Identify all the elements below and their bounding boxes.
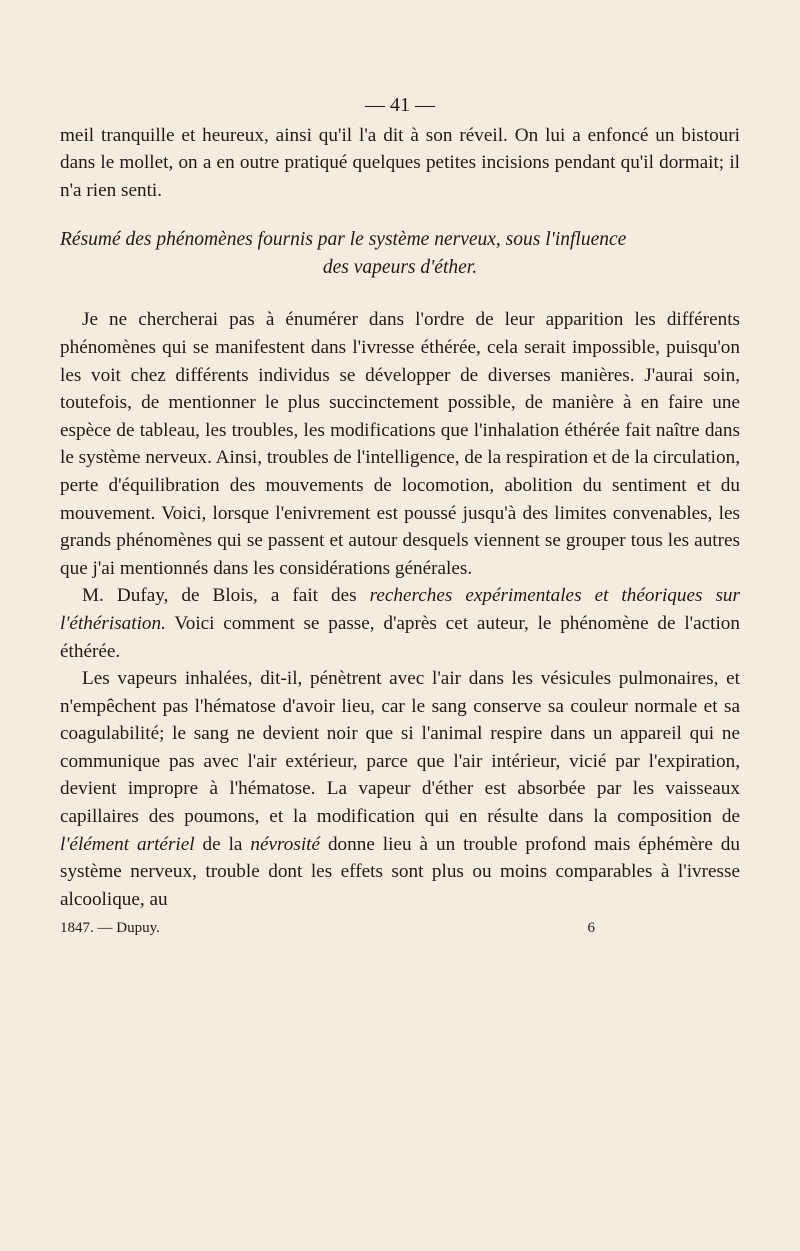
paragraph-3-text-b: de la bbox=[194, 833, 251, 855]
paragraph-1: Je ne chercherai pas à énumérer dans l'ordre de leur apparition les différents phénomènes qui se manifestent dans l'ivresse éthérée, cela serait impossible, puisqu'on les voit chez différents individus se développer de diverses manières. J'aurai soin, toutefois, de mentionner le plus succinctement possible, de manière à en faire une espèce de tableau, les troubles, les modifications que l'inhalation éthérée fait naître dans le système nerveux. Ainsi, troubles de l'intelligence, de la respiration et de la circulation, perte d'équilibration des mouvements de locomotion, abolition du sentiment et du mouvement. Voici, lorsque l'enivrement est poussé jusqu'à des limites convenables, les grands phénomènes qui se passent et autour desquels viennent se grouper tous les autres que j'ai mentionnés dans les considérations générales. bbox=[60, 309, 740, 579]
paragraph-3-text-c: donne lieu à un trouble profond mais éphémère du système nerveux, trouble dont les effets sont plus ou moins comparables à l'ivresse alcoolique, au bbox=[60, 833, 740, 910]
paragraph-3 bbox=[60, 665, 740, 913]
book-page bbox=[60, 92, 740, 943]
sheet-number: 6 bbox=[587, 920, 595, 937]
paragraph-2-work-title: recherches expérimentales et théoriques sur l'éthérisation. bbox=[60, 585, 740, 634]
paragraph-2-text-a: M. Dufay, de Blois, a fait des bbox=[82, 585, 370, 607]
continuation-paragraph: meil tranquille et heureux, ainsi qu'il l'a dit à son réveil. On lui a enfoncé un bistouri dans le mollet, on a en outre pratiqué quelques petites incisions pendant qu'il dormait; il n'a rien senti. bbox=[60, 124, 740, 201]
paragraph-3-term-1: l'élément artériel bbox=[60, 833, 195, 855]
printer-signature: 1847. — Dupuy. bbox=[60, 920, 160, 937]
page-number: — 41 — bbox=[365, 94, 435, 116]
paragraph-2-text-b: Voici comment se passe, d'après cet auteur, le phénomène de l'action éthérée. bbox=[60, 612, 740, 662]
heading-line-2: des vapeurs d'éther. bbox=[322, 257, 478, 279]
heading-line-1: Résumé des phénomènes fournis par le système nerveux, sous l'influence bbox=[60, 229, 627, 251]
paragraph-3-text-a: Les vapeurs inhalées, dit-il, pénètrent avec l'air dans les vésicules pulmonaires, et n'empêchent pas l'hématose d'avoir lieu, car le sang conserve sa couleur normale et sa coagulabilité; le sang ne devient noir que si l'animal respire dans un appareil qui ne communique pas avec l'air extérieur, parce que l'air intérieur, vicié par l'expiration, devient impropre à l'hématose. La vapeur d'éther est absorbée par les vaisseaux capillaires des poumons, et la modification qui en résulte dans la composition de bbox=[60, 668, 740, 828]
paragraph-3-term-2: névrosité bbox=[250, 833, 321, 855]
page-footer bbox=[60, 915, 740, 943]
section-heading bbox=[60, 226, 740, 282]
paragraph-2 bbox=[60, 582, 740, 665]
